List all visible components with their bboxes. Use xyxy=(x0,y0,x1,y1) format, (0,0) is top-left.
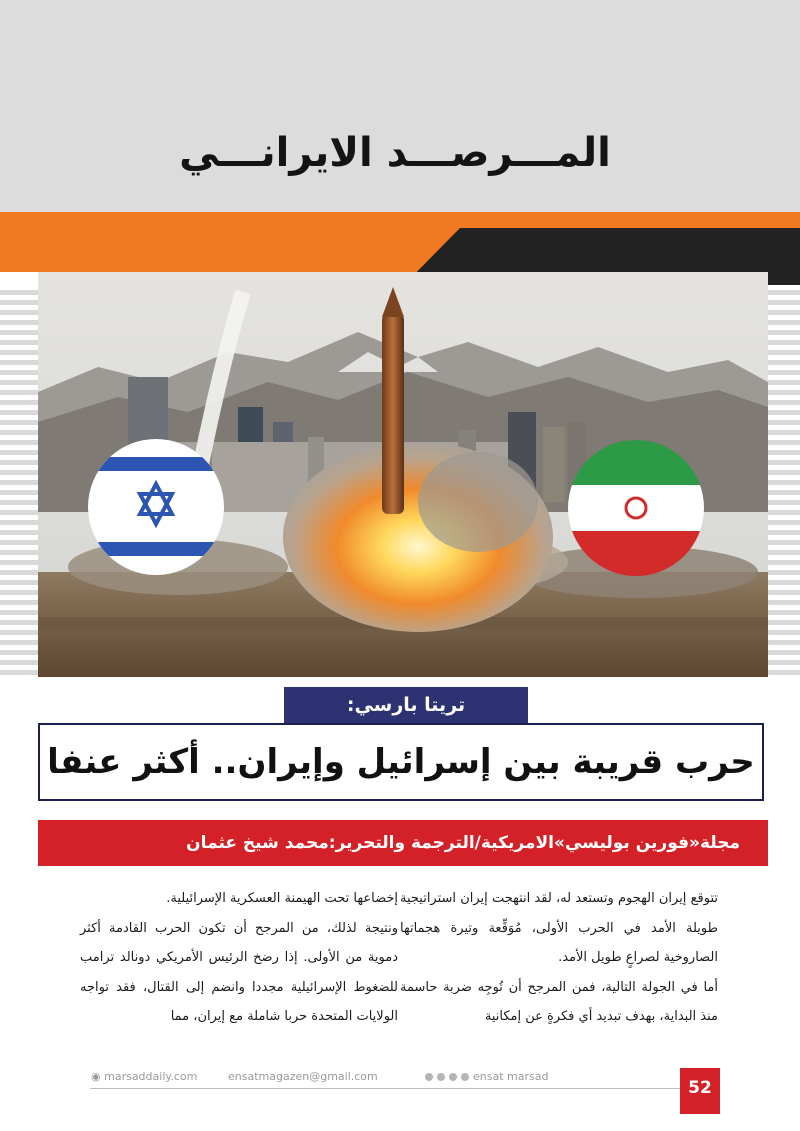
article-headline: حرب قريبة بين إسرائيل وإيران.. أكثر عنفا xyxy=(47,742,755,782)
stripe-pattern-left xyxy=(0,285,42,680)
footer-social[interactable] xyxy=(425,1070,548,1083)
author-label: تريتا بارسي: xyxy=(284,687,528,723)
page-number: 52 xyxy=(680,1068,720,1114)
instagram-icon[interactable] xyxy=(449,1073,457,1081)
headline-frame xyxy=(38,723,764,801)
social-handle: ensat marsad xyxy=(473,1070,549,1083)
paragraph: أما في الجولة التالية، فمن المرجح أن تُوجِه ضربة حاسمة منذ البداية، بهدف تبديد أي فكرةٍ عن إمكانية xyxy=(400,979,718,1024)
footer-website[interactable]: ◉ marsaddaily.com xyxy=(91,1070,198,1083)
paragraph: ونتيجة لذلك، من المرجح أن تكون الحرب القادمة أكثر دموية من الأولى. إذا رضخ الرئيس الأمريكي دونالد ترامب للضغوط الإسرائيلية مجددا وانضم إلى القتال، فقد تواجه الولايات المتحدة حربا شاملة مع إيران، مما xyxy=(80,920,398,1024)
source-credit: مجلة«فورين بوليسي»الامريكية/الترجمة والتحرير:محمد شيخ عثمان xyxy=(38,820,768,866)
header-band xyxy=(0,0,800,212)
section-title: المـــرصـــد الايرانـــي xyxy=(179,130,611,176)
footer-divider xyxy=(90,1088,682,1089)
column-left xyxy=(80,884,398,1032)
stripe-pattern-right xyxy=(764,285,800,680)
missile-strike-photo xyxy=(38,272,768,677)
youtube-icon[interactable] xyxy=(461,1073,469,1081)
website-text: marsaddaily.com xyxy=(104,1070,198,1083)
twitter-icon[interactable] xyxy=(437,1073,445,1081)
facebook-icon[interactable] xyxy=(425,1073,433,1081)
paragraph: تتوقع إيران الهجوم وتستعد له، لقد انتهجت إيران استراتيجية طويلة الأمد في الحرب الأولى، مُوَقِّعة وتيرة هجماتها الصاروخية لصراعٍ طويل الأمد. xyxy=(400,891,718,965)
paragraph: إخضاعها تحت الهيمنة العسكرية الإسرائيلية. xyxy=(166,891,398,906)
column-right xyxy=(400,884,718,1032)
footer-email[interactable]: ensatmagazen@gmail.com xyxy=(228,1070,378,1083)
